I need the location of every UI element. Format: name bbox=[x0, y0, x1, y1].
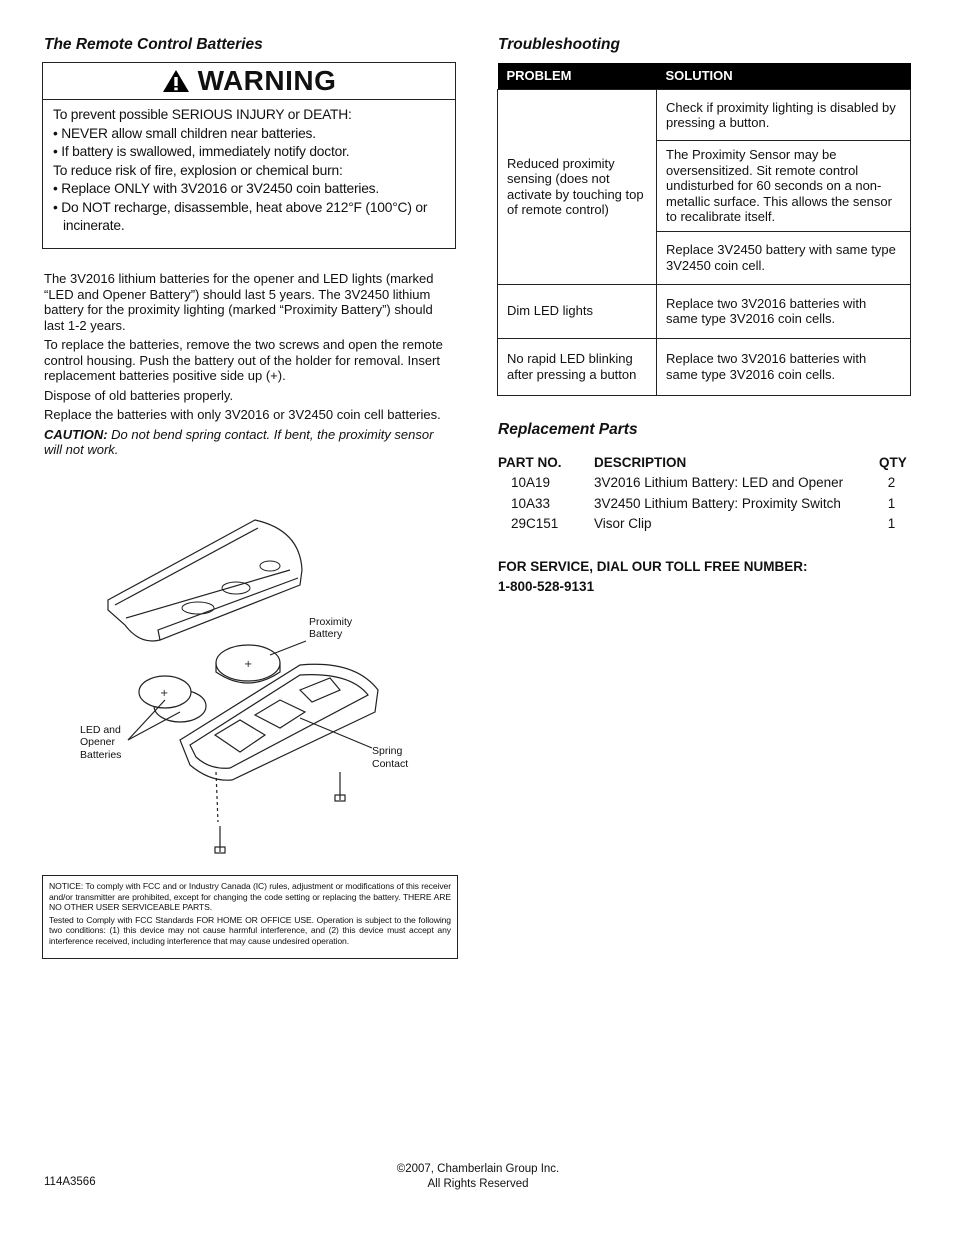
troubleshooting-table bbox=[497, 63, 911, 396]
solution-cell: Replace 3V2450 battery with same type 3V2450 coin cell. bbox=[657, 231, 911, 284]
parts-row bbox=[498, 473, 912, 494]
warning-heading: WARNING bbox=[197, 65, 337, 96]
section-title-batteries: The Remote Control Batteries bbox=[44, 36, 263, 53]
section-title-troubleshooting: Troubleshooting bbox=[498, 36, 620, 53]
column-header: DESCRIPTION bbox=[594, 454, 687, 470]
fcc-notice bbox=[42, 875, 458, 959]
solution-cell: Replace two 3V2016 batteries with same type 3V2016 coin cells. bbox=[657, 284, 911, 338]
warning-bullet: • NEVER allow small children near batteries. bbox=[53, 125, 316, 141]
remote-housing-base bbox=[180, 664, 378, 780]
part-number: 29C151 bbox=[511, 516, 559, 532]
warning-bullet: • If battery is swallowed, immediately notify doctor. bbox=[53, 144, 350, 159]
part-qty: 1 bbox=[887, 516, 896, 532]
part-description: Visor Clip bbox=[594, 516, 652, 532]
label-proximity: Battery bbox=[309, 628, 343, 640]
warning-body bbox=[43, 100, 455, 236]
label-spring: Contact bbox=[372, 758, 409, 770]
warning-line: To prevent possible SERIOUS INJURY or DEATH: bbox=[53, 107, 352, 122]
warning-bullet: • Do NOT recharge, disassemble, heat above 212°F (100°C) or incinerate. bbox=[53, 199, 428, 233]
remote-battery-diagram bbox=[60, 510, 460, 860]
label-led: Opener bbox=[80, 736, 116, 748]
rights: All Rights Reserved bbox=[427, 1177, 529, 1190]
part-qty: 2 bbox=[887, 475, 896, 491]
copyright-block bbox=[378, 1162, 578, 1191]
service-info bbox=[498, 557, 808, 597]
solution-cell: Replace two 3V2016 batteries with same type 3V2016 coin cells. bbox=[657, 338, 911, 395]
label-led: Batteries bbox=[80, 749, 122, 761]
caution-label: CAUTION: bbox=[44, 426, 108, 442]
warning-bullet: • Replace ONLY with 3V2016 or 3V2450 coin batteries. bbox=[53, 181, 380, 196]
parts-header-row bbox=[498, 452, 912, 473]
warning-header bbox=[43, 63, 455, 100]
part-number: 10A33 bbox=[511, 495, 551, 511]
paragraph: The 3V2016 lithium batteries for the opener and LED lights (marked “LED and Opener Battery”) should last 5 years. The 3V2450 lithium battery for the proximity lighting (marked “Proximity Battery”) should last 1-2 years. bbox=[44, 271, 434, 333]
problem-cell: Reduced proximity sensing (does not activate by touching top of remote control) bbox=[498, 90, 657, 285]
parts-list bbox=[498, 452, 912, 534]
problem-cell: No rapid LED blinking after pressing a button bbox=[498, 338, 657, 395]
warning-box bbox=[42, 62, 456, 249]
warning-triangle-icon bbox=[162, 69, 190, 93]
part-description: 3V2016 Lithium Battery: LED and Opener bbox=[594, 475, 844, 491]
copyright: ©2007, Chamberlain Group Inc. bbox=[396, 1163, 560, 1175]
section-title-parts: Replacement Parts bbox=[498, 421, 638, 438]
battery-instructions bbox=[44, 271, 449, 462]
service-label: FOR SERVICE, DIAL OUR TOLL FREE NUMBER: bbox=[498, 559, 808, 574]
parts-row bbox=[498, 493, 912, 514]
warning-line: To reduce risk of fire, explosion or chemical burn: bbox=[53, 162, 343, 178]
caution-text: Do not bend spring contact. If bent, the proximity sensor will not work. bbox=[44, 426, 434, 457]
remote-control-illustration bbox=[108, 520, 302, 641]
screw-icon bbox=[215, 826, 225, 853]
column-header: PROBLEM bbox=[498, 63, 657, 90]
column-header: SOLUTION bbox=[657, 63, 911, 90]
svg-text:+: + bbox=[244, 659, 253, 670]
solution-cell: The Proximity Sensor may be oversensitized. Sit remote control undisturbed for 60 seconds on a non-metallic surface. This allows the sensor to recalibrate itself. bbox=[657, 141, 911, 232]
part-qty: 1 bbox=[887, 495, 896, 511]
column-header: QTY bbox=[879, 454, 907, 470]
solution-cell: Check if proximity lighting is disabled by pressing a button. bbox=[657, 90, 911, 141]
label-proximity: Proximity bbox=[309, 616, 353, 628]
paragraph: Dispose of old batteries properly. bbox=[44, 387, 234, 403]
parts-row bbox=[498, 514, 912, 535]
paragraph: Replace the batteries with only 3V2016 or 3V2450 coin cell batteries. bbox=[44, 407, 441, 422]
svg-text:+: + bbox=[160, 688, 169, 699]
label-led: LED and bbox=[80, 724, 121, 736]
notice-paragraph: Tested to Comply with FCC Standards FOR HOME OR OFFICE USE. Operation is subject to the following two conditions: (1) this device may not cause harmful interference, and (2) this device must accept any interference received, including interference that may cause undesired operation. bbox=[49, 914, 451, 946]
screw-icon bbox=[335, 772, 345, 801]
label-spring: Spring bbox=[372, 745, 403, 757]
service-phone: 1-800-528-9131 bbox=[498, 579, 595, 594]
part-number: 10A19 bbox=[511, 475, 551, 491]
document-number: 114A3566 bbox=[44, 1176, 96, 1188]
paragraph: To replace the batteries, remove the two screws and open the remote control housing. Push the battery out of the holder for removal. Insert replacement batteries positive side up (+). bbox=[44, 337, 443, 383]
part-description: 3V2450 Lithium Battery: Proximity Switch bbox=[594, 495, 841, 511]
notice-paragraph: NOTICE: To comply with FCC and or Industry Canada (IC) rules, adjustment or modifications of this receiver and/or transmitter are prohibited, except for changing the code setting or replacing the battery. THERE ARE NO OTHER USER SERVICEABLE PARTS. bbox=[49, 881, 451, 913]
column-header: PART NO. bbox=[498, 454, 562, 470]
problem-cell: Dim LED lights bbox=[498, 284, 657, 338]
caution-paragraph bbox=[44, 427, 449, 458]
